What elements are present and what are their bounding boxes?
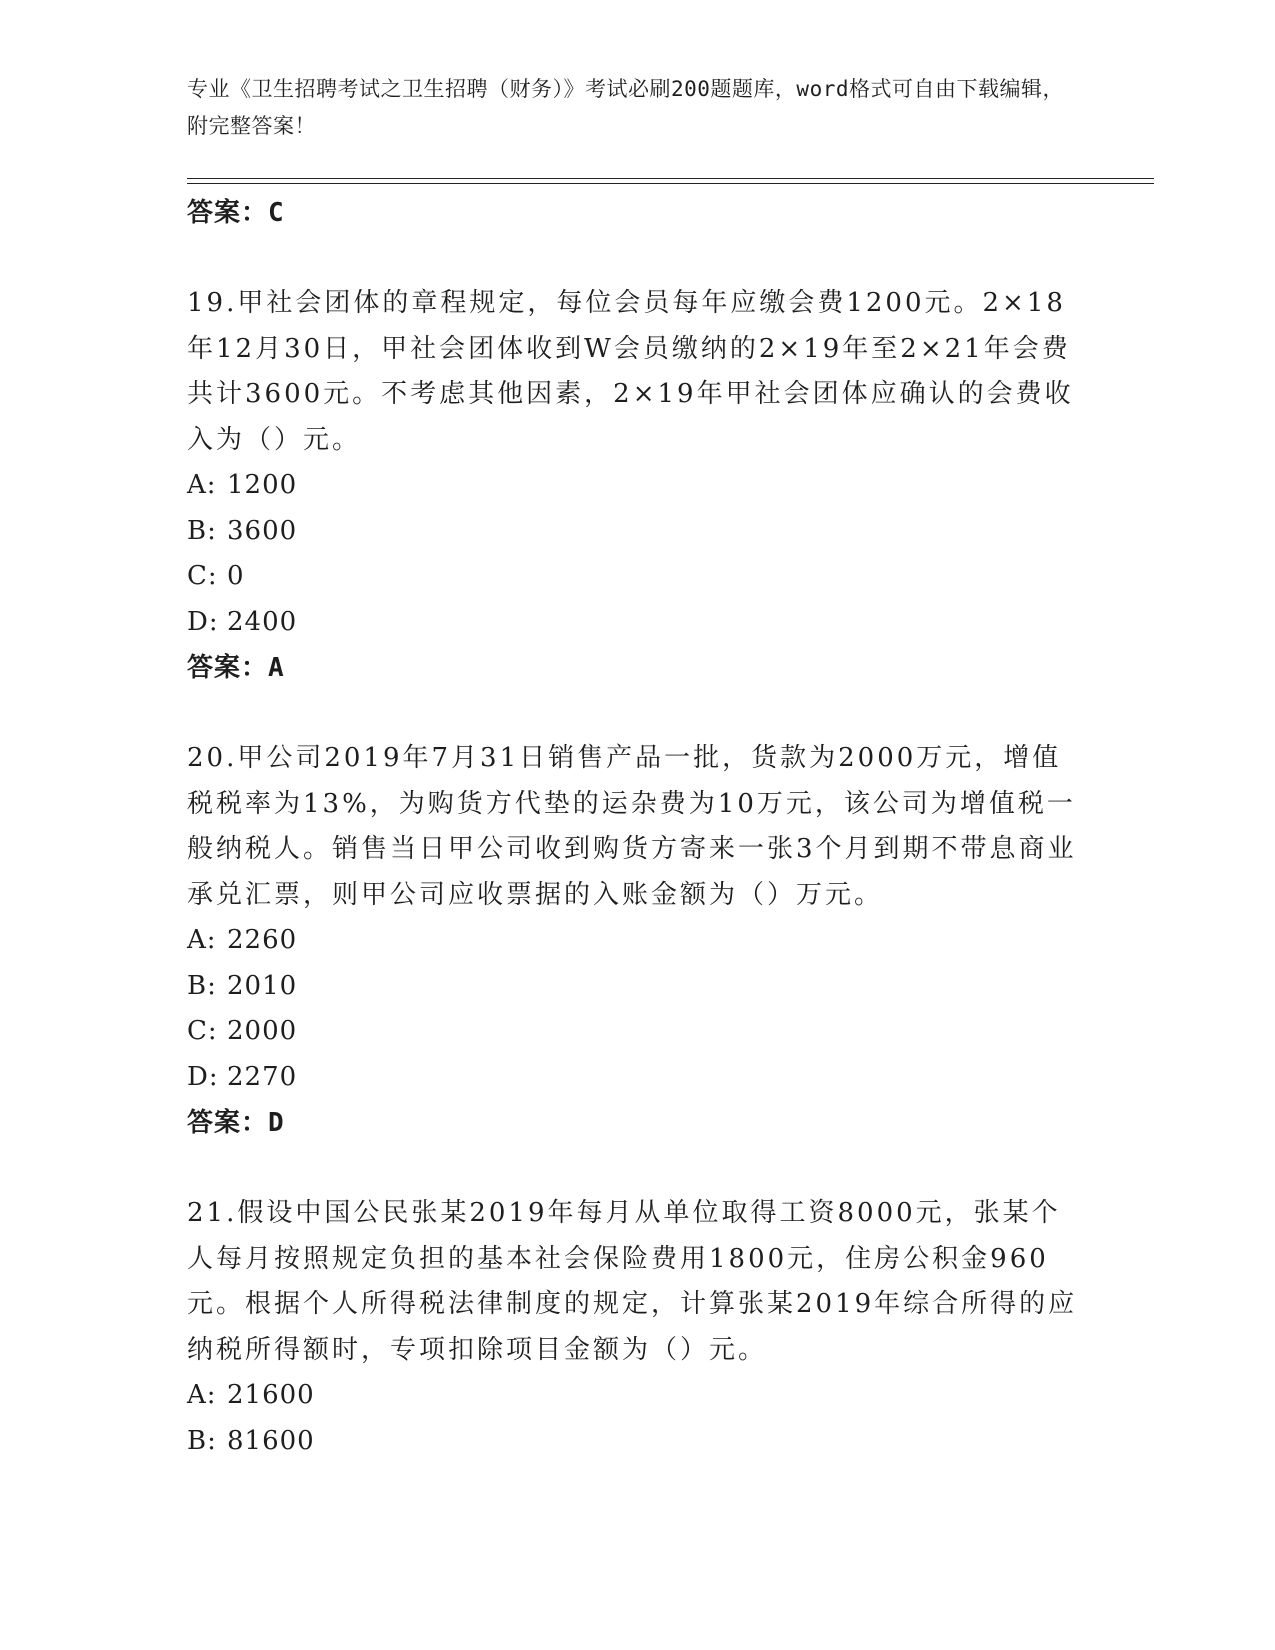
header-rule-bottom <box>187 183 1154 184</box>
option-label: B: <box>187 1425 217 1456</box>
option-label: B: <box>187 970 217 1001</box>
option-label: C: <box>187 561 218 591</box>
option-d <box>187 600 1087 646</box>
document-header: 专业《卫生招聘考试之卫生招聘（财务）》考试必刷200题题库，word格式可自由下载编辑，附完整答案！ <box>187 77 1064 138</box>
option-label: D: <box>187 606 219 637</box>
header-rule-top <box>187 178 1154 179</box>
question-20 <box>187 736 1087 1146</box>
question-text: 21.假设中国公民张某2019年每月从单位取得工资8000元，张某个人每月按照规定负担的基本社会保险费用1800元，住房公积金960元。根据个人所得税法律制度的规定，计算张某2019年综合所得的应纳税所得额时，专项扣除项目金额为（）元。 <box>187 1198 1078 1365</box>
spacer <box>187 1146 1087 1191</box>
answer-line: 答案：D <box>187 1108 285 1138</box>
option-d <box>187 1055 1087 1101</box>
answer-line: 答案：A <box>187 653 285 683</box>
option-b <box>187 964 1087 1010</box>
option-value: 3600 <box>227 515 298 546</box>
option-a <box>187 918 1087 964</box>
option-c <box>187 1009 1087 1055</box>
spacer <box>187 236 1087 281</box>
answer-line: 答案：C <box>187 198 285 228</box>
option-value: 2260 <box>227 925 298 955</box>
option-value: 81600 <box>227 1425 315 1456</box>
option-label: A: <box>187 925 217 955</box>
option-value: 1200 <box>227 470 298 500</box>
option-b <box>187 1419 1087 1465</box>
option-b <box>187 509 1087 555</box>
option-value: 0 <box>227 561 245 591</box>
question-21 <box>187 1191 1087 1464</box>
option-value: 2400 <box>227 606 298 637</box>
option-value: 2010 <box>227 970 298 1001</box>
question-text: 20.甲公司2019年7月31日销售产品一批，货款为2000万元，增值税税率为13%，为购货方代垫的运杂费为10万元，该公司为增值税一般纳税人。销售当日甲公司收到购货方寄来一张3个月到期不带息商业承兑汇票，则甲公司应收票据的入账金额为（）万元。 <box>187 743 1077 910</box>
question-19 <box>187 281 1087 691</box>
option-label: A: <box>187 470 217 500</box>
option-a <box>187 1373 1087 1419</box>
option-value: 2270 <box>227 1061 298 1092</box>
option-label: A: <box>187 1380 217 1410</box>
option-value: 21600 <box>227 1380 315 1410</box>
option-a <box>187 463 1087 509</box>
spacer <box>187 691 1087 736</box>
option-label: C: <box>187 1016 218 1046</box>
question-text: 19.甲社会团体的章程规定，每位会员每年应缴会费1200元。2×18年12月30日，甲社会团体收到W会员缴纳的2×19年至2×21年会费共计3600元。不考虑其他因素，2×19年甲社会团体应确认的会费收入为（）元。 <box>187 288 1074 455</box>
option-c <box>187 554 1087 600</box>
option-label: D: <box>187 1061 219 1092</box>
document-body <box>187 190 1087 1464</box>
option-label: B: <box>187 515 217 546</box>
option-value: 2000 <box>227 1016 298 1046</box>
